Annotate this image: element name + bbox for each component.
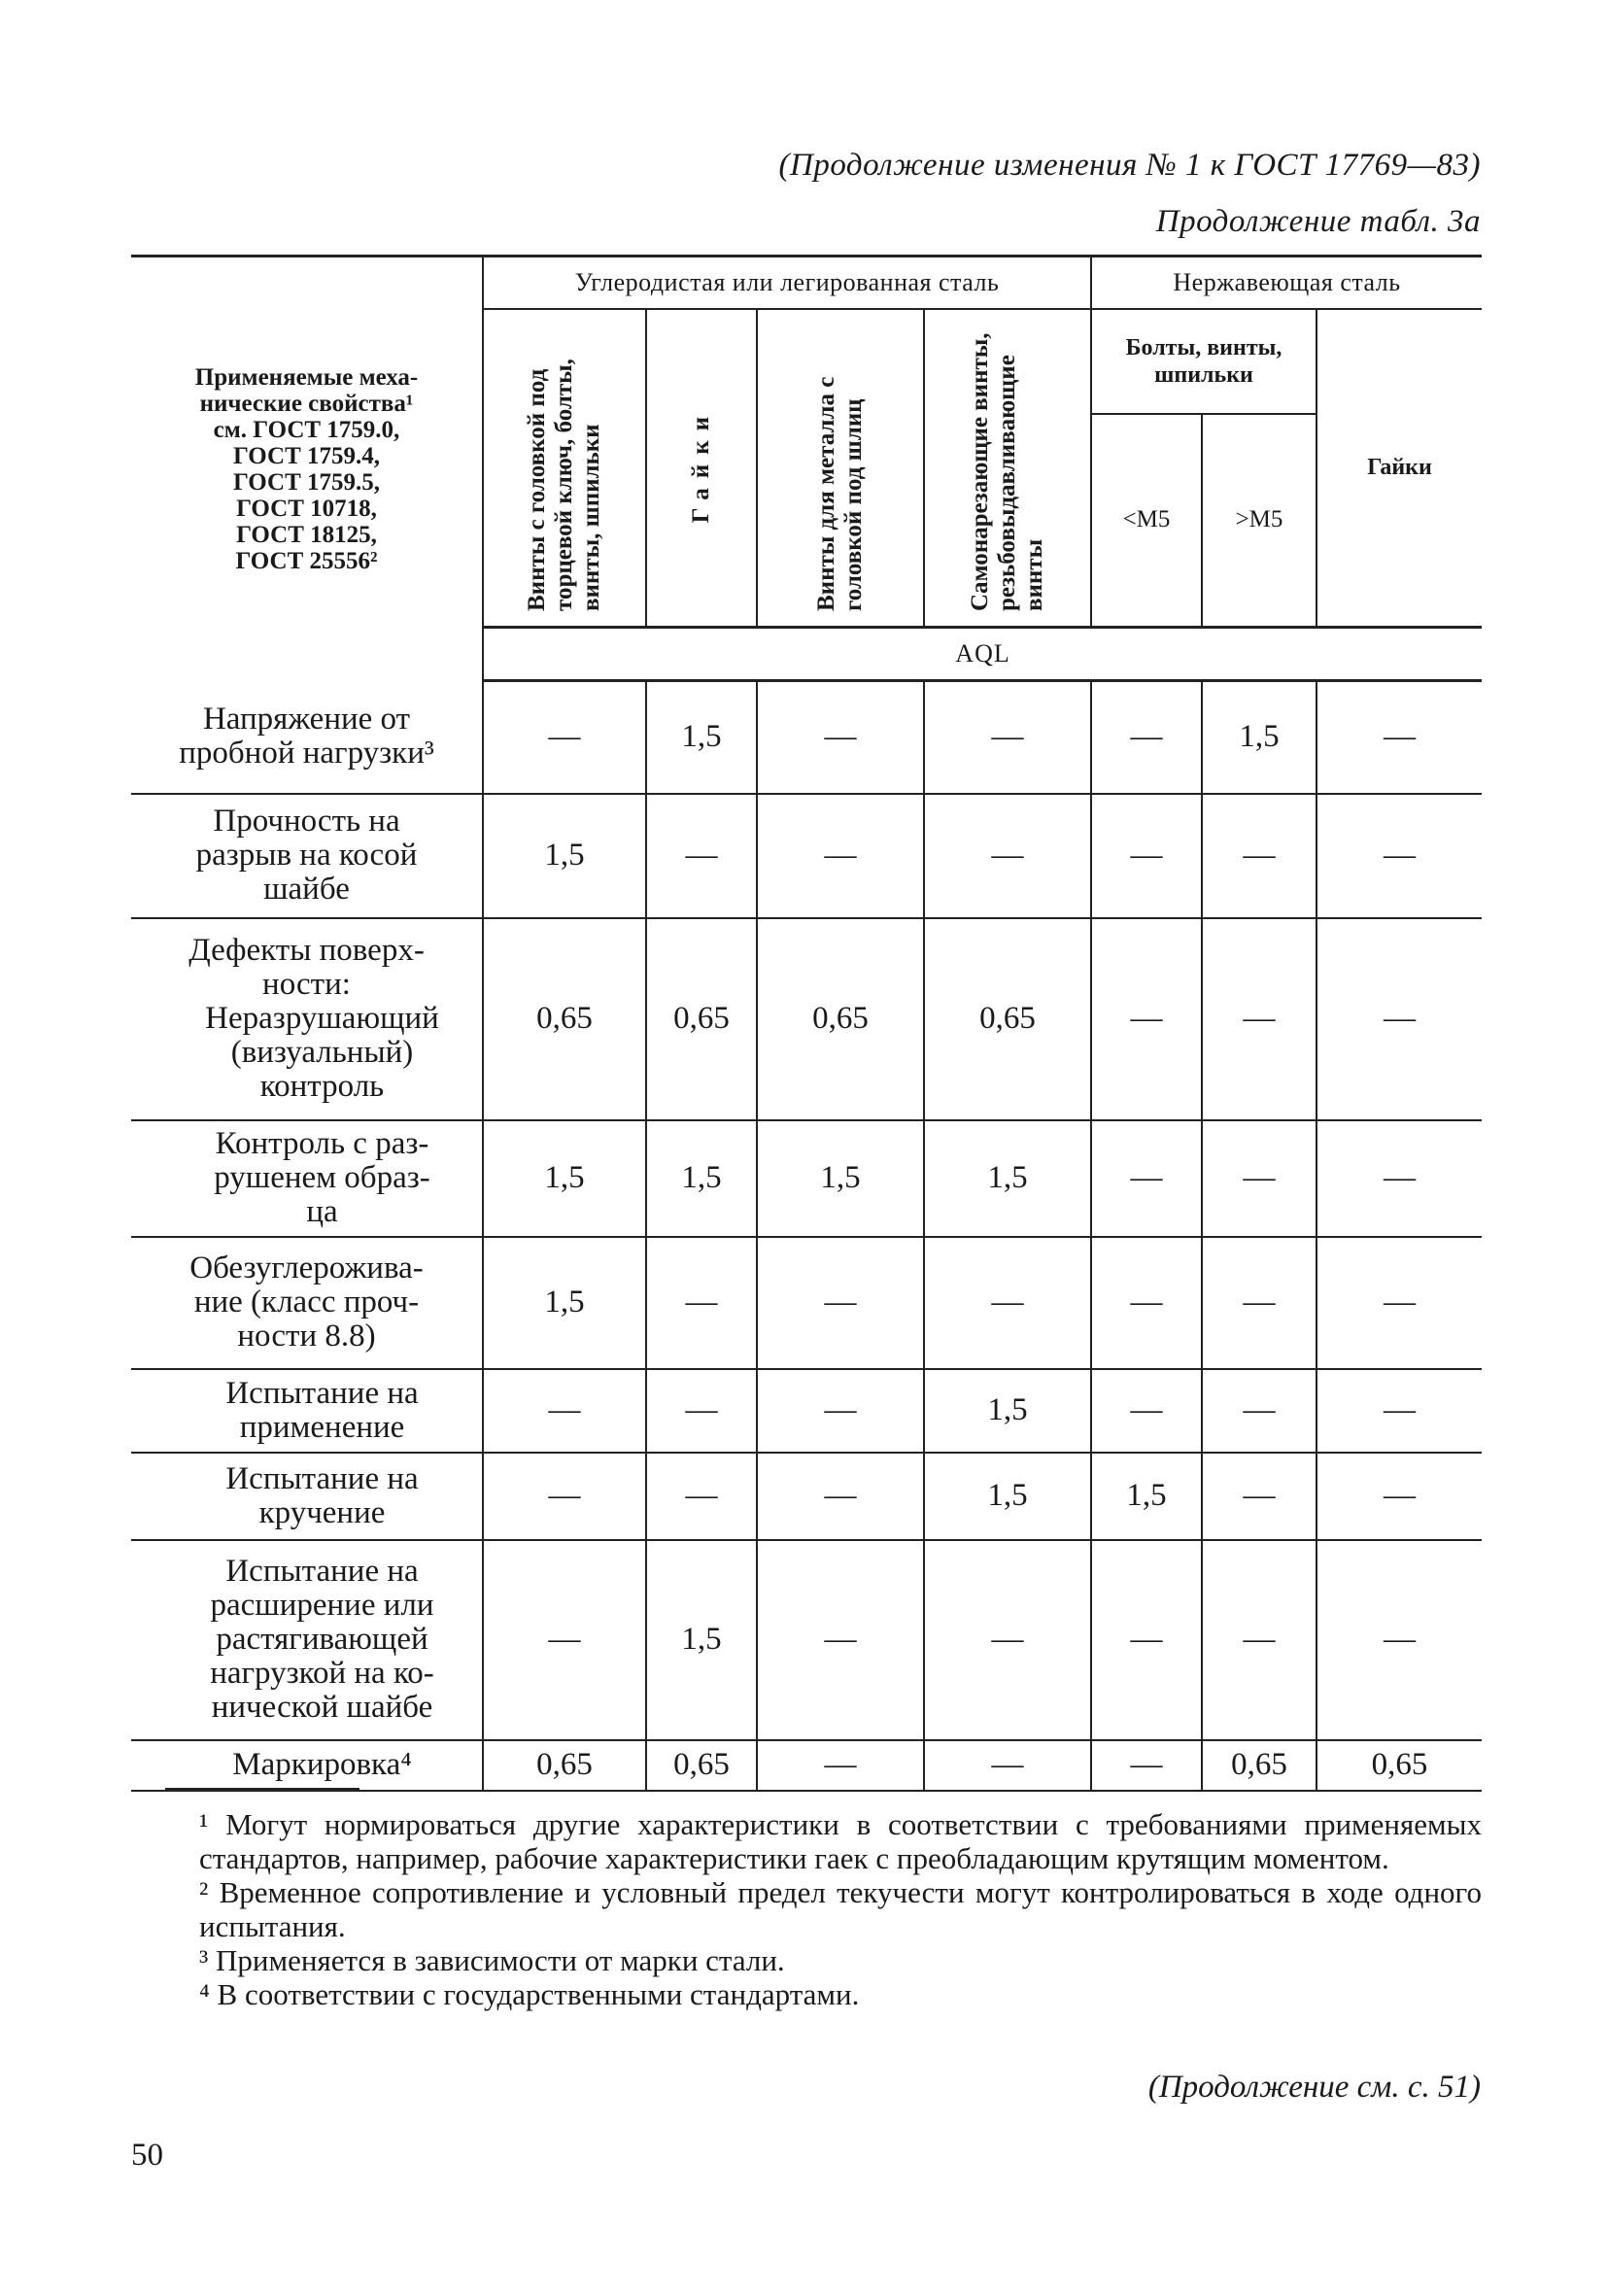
col-head-nuts: Гайки (646, 309, 757, 628)
row-label-line: разрыв на косой (195, 838, 418, 873)
row-label (131, 681, 483, 794)
table-cell: — (924, 1540, 1091, 1740)
properties-table (131, 255, 1482, 1792)
row-label-line: пробной нагрузки³ (179, 736, 434, 771)
table-cell: — (1316, 794, 1482, 918)
row-label (131, 1540, 483, 1740)
row-label-line: рушенем образ- (214, 1160, 430, 1195)
table-row (131, 794, 1482, 918)
table-cell: — (646, 1237, 757, 1369)
row-label-line: расширение или (210, 1588, 434, 1623)
table-cell: — (646, 794, 757, 918)
table-cell: — (1202, 1237, 1316, 1369)
table-cell: — (1091, 1740, 1202, 1791)
footnote-4: ⁴ В соответствии с государственными стандартами. (199, 1977, 860, 2011)
row-label-line: нагрузкой на ко- (210, 1656, 434, 1691)
col-head-self-tapping: Самонарезающие винты, резьбовыдавливающие винты (924, 309, 1091, 628)
page-number: 50 (131, 2138, 163, 2173)
table-cell: 1,5 (1202, 681, 1316, 794)
row-label-line: Обезуглерожива- (189, 1251, 424, 1285)
table-cell: 1,5 (483, 1237, 646, 1369)
table-cell: — (1202, 1120, 1316, 1237)
row-label (131, 794, 483, 918)
row-label (131, 1237, 483, 1369)
group-carbon-steel: Углеродистая или легированная сталь (483, 257, 1091, 310)
table-cell: 1,5 (483, 794, 646, 918)
table-cell: 0,65 (924, 918, 1091, 1120)
row-label (131, 1453, 483, 1540)
continuation-note: (Продолжение см. с. 51) (1147, 2070, 1481, 2105)
table-cell: — (1316, 1453, 1482, 1540)
table-cell: — (1091, 1237, 1202, 1369)
footnote-2: ² Временное сопротивление и условный предел текучести могут контролироваться в ходе одного испытания. (199, 1875, 1482, 1943)
table-cell: — (646, 1369, 757, 1453)
table-cell: — (483, 681, 646, 794)
table-cell: — (924, 1237, 1091, 1369)
row-label-line: кручение (258, 1494, 386, 1530)
table-cell: — (757, 1453, 924, 1540)
table-cell: — (924, 681, 1091, 794)
col-head-lt-m5: <M5 (1091, 414, 1202, 628)
continuation-header: (Продолжение изменения № 1 к ГОСТ 17769—83) (778, 148, 1481, 183)
table-cell: — (1316, 681, 1482, 794)
table-cell: 1,5 (924, 1369, 1091, 1453)
table-cell: — (1202, 794, 1316, 918)
table-row (131, 1740, 1482, 1791)
footnotes (131, 1807, 1482, 2011)
footnote-separator (165, 1788, 359, 1790)
props-label: Применяемые меха- нические свойства¹ см. ГОСТ 1759.0, ГОСТ 1759.4, ГОСТ 1759.5, ГОСТ 10718, ГОСТ 18125, ГОСТ 25556² (194, 363, 419, 574)
table-cell: — (924, 794, 1091, 918)
col-head-gt-m5: >M5 (1202, 414, 1316, 628)
table-cell: 1,5 (757, 1120, 924, 1237)
table-cell: 0,65 (1316, 1740, 1482, 1791)
table-row (131, 918, 1482, 1120)
table-cell: — (757, 1740, 924, 1791)
table-cell: — (1091, 918, 1202, 1120)
table-cell: 1,5 (924, 1453, 1091, 1540)
row-label-line: ности 8.8) (237, 1319, 376, 1354)
table-cell: — (757, 681, 924, 794)
row-label-line: нической шайбе (211, 1690, 433, 1725)
table-cell: — (1091, 794, 1202, 918)
row-label-line: ца (306, 1194, 338, 1229)
col-head-stainless-nuts: Гайки (1316, 309, 1482, 628)
table-cell: — (1316, 1120, 1482, 1237)
table-cell: — (483, 1540, 646, 1740)
table-row (131, 681, 1482, 794)
table-body (131, 681, 1482, 1791)
table-cell: 1,5 (646, 681, 757, 794)
table-cell: — (1202, 1369, 1316, 1453)
table-cell: — (1091, 681, 1202, 794)
row-label-line: Прочность на (213, 804, 400, 839)
row-label-line: применение (239, 1409, 405, 1445)
footnote-1: ¹ Могут нормироваться другие характеристики в соответствии с требованиями применяемых стандартов, например, рабочие характеристики гаек с преобладающим крутящим моментом. (199, 1807, 1482, 1875)
table-row (131, 1120, 1482, 1237)
row-label-line: Испытание на (225, 1460, 419, 1496)
table-continuation-title: Продолжение табл. 3а (1155, 204, 1481, 239)
table-cell: 1,5 (483, 1120, 646, 1237)
table-cell: — (757, 794, 924, 918)
row-label-line: Напряжение от (202, 702, 411, 737)
table-cell: 1,5 (1091, 1453, 1202, 1540)
table-cell: — (1316, 1237, 1482, 1369)
row-label (131, 918, 483, 1120)
table-cell: — (757, 1369, 924, 1453)
row-label-line: ности: (262, 967, 351, 1002)
table-cell: — (1091, 1120, 1202, 1237)
table-cell: — (1091, 1540, 1202, 1740)
table-cell: 1,5 (646, 1120, 757, 1237)
row-label-line: Неразрушающий (205, 1001, 439, 1036)
row-label-line: Дефекты поверх- (188, 933, 425, 968)
table-cell: — (483, 1453, 646, 1540)
table-cell: — (1316, 1369, 1482, 1453)
row-label-line: растягивающей (216, 1622, 428, 1657)
table-row (131, 1369, 1482, 1453)
row-label-line: Испытание на (225, 1554, 419, 1589)
table-cell: 0,65 (483, 918, 646, 1120)
group-stainless-steel: Нержавеющая сталь (1091, 257, 1482, 310)
col-head-slot-screws: Винты для металла с головкой под шлиц (757, 309, 924, 628)
row-label-line: шайбе (263, 872, 350, 907)
col-head-stainless-bolts: Болты, винты, шпильки (1091, 309, 1316, 414)
table-cell: 0,65 (646, 1740, 757, 1791)
table-cell: — (1091, 1369, 1202, 1453)
table-cell: — (1202, 918, 1316, 1120)
table-cell: 1,5 (924, 1120, 1091, 1237)
row-label (131, 1120, 483, 1237)
table-cell: — (1202, 1453, 1316, 1540)
row-label-line: ние (класс проч- (193, 1285, 420, 1319)
table-cell: — (646, 1453, 757, 1540)
table-cell: 0,65 (483, 1740, 646, 1791)
footnote-3: ³ Применяется в зависимости от марки стали. (199, 1943, 785, 1977)
row-label-line: Испытание на (225, 1375, 419, 1411)
col-head-socket-screws: Винты с головкой под торцевой ключ, болты, винты, шпильки (483, 309, 646, 628)
row-label (131, 1369, 483, 1453)
row-label-line: (визуальный) (230, 1035, 414, 1070)
aql-label: AQL (483, 628, 1482, 681)
table-cell: — (483, 1369, 646, 1453)
table-cell: 0,65 (1202, 1740, 1316, 1791)
table-cell: 0,65 (646, 918, 757, 1120)
table-cell: 1,5 (646, 1540, 757, 1740)
row-label-line: контроль (259, 1069, 385, 1104)
table-cell: — (924, 1740, 1091, 1791)
row-label-line: Маркировка⁴ (232, 1747, 412, 1782)
table-cell: 0,65 (757, 918, 924, 1120)
table-cell: — (1316, 1540, 1482, 1740)
table-row (131, 1237, 1482, 1369)
row-label-line: Контроль с раз- (215, 1126, 429, 1161)
table-cell: — (1202, 1540, 1316, 1740)
table-cell: — (1316, 918, 1482, 1120)
table-cell: — (757, 1237, 924, 1369)
table-row (131, 1453, 1482, 1540)
table-row (131, 1540, 1482, 1740)
table-cell: — (757, 1540, 924, 1740)
props-label-cell (131, 257, 483, 681)
row-label (131, 1740, 483, 1791)
